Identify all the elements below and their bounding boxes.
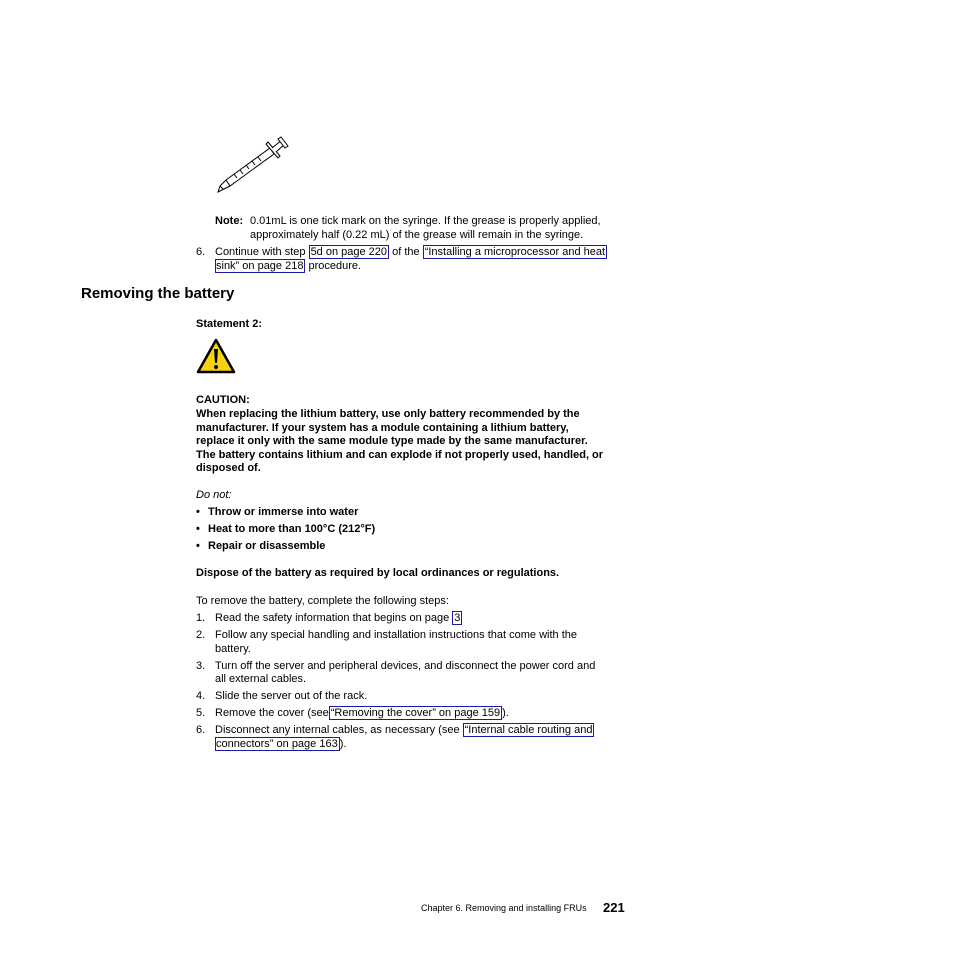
caution-label: CAUTION: — [196, 394, 250, 406]
note-line-2: approximately half (0.22 mL) of the grease will remain in the syringe. — [250, 229, 584, 241]
statement-label: Statement 2: — [196, 318, 263, 330]
step-text: Continue with step — [215, 246, 306, 258]
steps-intro: To remove the battery, complete the following steps: — [196, 595, 449, 607]
bullet: • — [196, 540, 200, 552]
link-installing-microprocessor[interactable]: “Installing a microprocessor and heat — [424, 246, 606, 258]
step-4: Slide the server out of the rack. — [215, 690, 368, 702]
step-text: Remove the cover (see — [215, 707, 329, 719]
step-number: 1. — [196, 612, 206, 624]
footer-chapter: Chapter 6. Removing and installing FRUs — [421, 903, 587, 913]
step-2-line-2: battery. — [215, 643, 251, 655]
section-title: Removing the battery — [81, 285, 235, 302]
note — [215, 214, 243, 228]
step-1 — [215, 611, 462, 625]
step-text: procedure. — [308, 260, 362, 272]
step-text-end: ). — [339, 738, 347, 750]
list-item — [196, 522, 375, 536]
note-label: Note: — [215, 215, 244, 227]
list-item — [196, 505, 358, 519]
step-number: 6. — [196, 724, 206, 736]
step-text: Read the safety information that begins on page — [215, 612, 450, 624]
step-3-line-2: all external cables. — [215, 673, 307, 685]
step-3-line-1: Turn off the server and peripheral devices, and disconnect the power cord and — [215, 660, 596, 672]
step-6-line-2 — [215, 737, 346, 751]
link-installing-microprocessor-cont[interactable]: sink” on page 218 — [216, 260, 304, 272]
note-line-1: 0.01mL is one tick mark on the syringe. If the grease is properly applied, — [250, 215, 601, 227]
syringe-illustration — [212, 134, 292, 196]
do-not-label: Do not: — [196, 489, 232, 501]
step-6-continue-line-2 — [215, 259, 361, 273]
step-number: 6. — [196, 246, 206, 258]
bullet: • — [196, 506, 200, 518]
bullet: • — [196, 523, 200, 535]
page-number: 221 — [603, 900, 625, 915]
bullet-text: Repair or disassemble — [208, 540, 326, 552]
step-number: 3. — [196, 660, 206, 672]
link-internal-cable-routing[interactable]: “Internal cable routing and — [464, 724, 593, 736]
link-removing-the-cover[interactable]: “Removing the cover” on page 159 — [330, 707, 501, 719]
step-text: of the — [392, 246, 420, 258]
step-6 — [215, 723, 594, 737]
bullet-text: Throw or immerse into water — [208, 506, 359, 518]
list-item — [196, 539, 325, 553]
step-text: Disconnect any internal cables, as necessary (see — [215, 724, 460, 736]
caution-line-5: disposed of. — [196, 462, 261, 474]
step-6-continue — [215, 245, 607, 259]
dispose-statement: Dispose of the battery as required by local ordinances or regulations. — [196, 567, 560, 579]
link-step-5d[interactable]: 5d on page 220 — [310, 246, 388, 258]
link-internal-cable-routing-cont[interactable]: connectors” on page 163 — [216, 738, 338, 750]
step-number: 5. — [196, 707, 206, 719]
caution-line-1: When replacing the lithium battery, use only battery recommended by the — [196, 408, 580, 420]
caution-line-4: The battery contains lithium and can explode if not properly used, handled, or — [196, 449, 604, 461]
caution-line-2: manufacturer. If your system has a module containing a lithium battery, — [196, 422, 569, 434]
step-number: 4. — [196, 690, 206, 702]
link-page-3[interactable]: 3 — [454, 612, 461, 624]
step-text-end: ). — [502, 707, 509, 719]
step-number: 2. — [196, 629, 206, 641]
step-5 — [215, 706, 509, 720]
bullet-text: Heat to more than 100°C (212°F) — [208, 523, 376, 535]
caution-line-3: replace it only with the same module type made by the same manufacturer. — [196, 435, 588, 447]
step-2-line-1: Follow any special handling and installation instructions that come with the — [215, 629, 577, 641]
warning-icon — [196, 338, 236, 374]
